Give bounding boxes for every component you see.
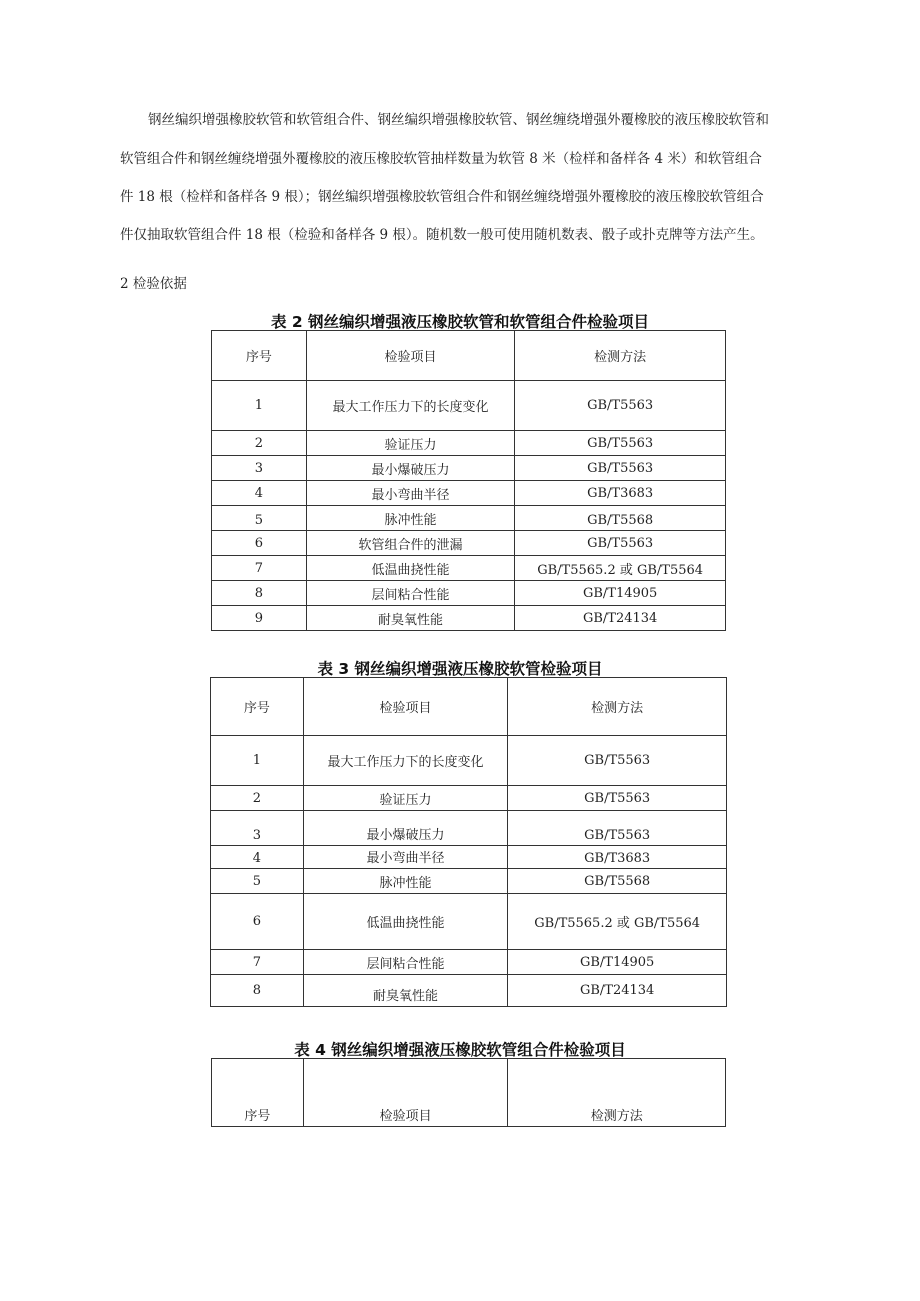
table-row — [212, 456, 726, 481]
table-cell: 耐臭氧性能 — [306, 606, 515, 631]
table-row — [211, 950, 727, 975]
paragraph-line-2: 软管组合件和钢丝缠绕增强外覆橡胶的液压橡胶软管抽样数量为软管 8 米（检样和备样各 4 米）和软管组合 — [120, 151, 762, 167]
paragraph-line-4: 件仅抽取软管组合件 18 根（检验和备样各 9 根）。随机数一般可使用随机数表、骰子或扑克牌等方法产生。 — [120, 227, 764, 243]
table4 — [211, 1058, 726, 1127]
table-row — [212, 581, 726, 606]
table-cell: GB/T3683 — [508, 846, 727, 869]
table-cell: 低温曲挠性能 — [306, 556, 515, 581]
table-cell: 最小爆破压力 — [303, 811, 508, 846]
table-cell: 低温曲挠性能 — [303, 894, 508, 950]
table-cell: 1 — [212, 381, 307, 431]
table-cell: GB/T5565.2 或 GB/T5564 — [508, 894, 727, 950]
table3-header-cell: 检验项目 — [303, 678, 508, 736]
table-cell: 验证压力 — [306, 431, 515, 456]
table-cell: 脉冲性能 — [303, 869, 508, 894]
table-cell: 2 — [211, 786, 304, 811]
table-cell: GB/T5563 — [508, 786, 727, 811]
table-cell: 最大工作压力下的长度变化 — [306, 381, 515, 431]
table-row — [211, 736, 727, 786]
table-cell: 1 — [211, 736, 304, 786]
table2-header-row — [212, 331, 726, 381]
table-cell: 6 — [212, 531, 307, 556]
table-cell: GB/T5563 — [515, 456, 726, 481]
table-cell: 4 — [212, 481, 307, 506]
table-cell: 软管组合件的泄漏 — [306, 531, 515, 556]
table4-header-cell: 检测方法 — [508, 1059, 726, 1127]
table-cell: 耐臭氧性能 — [303, 975, 508, 1007]
table-cell: 8 — [212, 581, 307, 606]
table4-header-row — [212, 1059, 726, 1127]
table4-header-cell: 序号 — [212, 1059, 304, 1127]
table3-header-cell: 检测方法 — [508, 678, 727, 736]
table-cell: GB/T24134 — [508, 975, 727, 1007]
table-row — [212, 381, 726, 431]
table2-caption: 表 2 钢丝编织增强液压橡胶软管和软管组合件检验项目 — [270, 313, 650, 331]
table2-header-cell: 检测方法 — [515, 331, 726, 381]
paragraph-line-3: 件 18 根（检样和备样各 9 根）；钢丝编织增强橡胶软管组合件和钢丝缠绕增强外覆橡胶的液压橡胶软管组合 — [120, 189, 764, 205]
table-cell: 2 — [212, 431, 307, 456]
table-row — [211, 786, 727, 811]
table2-header-cell: 检验项目 — [306, 331, 515, 381]
table-row — [211, 811, 727, 846]
table2-header-cell: 序号 — [212, 331, 307, 381]
table3-header-cell: 序号 — [211, 678, 304, 736]
table-cell: GB/T5563 — [508, 811, 727, 846]
table3-caption: 表 3 钢丝编织增强液压橡胶软管检验项目 — [317, 660, 603, 678]
table-row — [212, 531, 726, 556]
table3 — [210, 677, 727, 1007]
paragraph-line-1: 钢丝编织增强橡胶软管和软管组合件、钢丝编织增强橡胶软管、钢丝缠绕增强外覆橡胶的液压橡胶软管和 — [148, 112, 769, 128]
table-cell: 4 — [211, 846, 304, 869]
table-cell: GB/T5568 — [515, 506, 726, 531]
table-row — [212, 481, 726, 506]
table-cell: 7 — [211, 950, 304, 975]
table-cell: 最小弯曲半径 — [306, 481, 515, 506]
table-cell: GB/T24134 — [515, 606, 726, 631]
table-row — [211, 869, 727, 894]
table-cell: GB/T5565.2 或 GB/T5564 — [515, 556, 726, 581]
table4-caption: 表 4 钢丝编织增强液压橡胶软管组合件检验项目 — [294, 1041, 626, 1059]
table-cell: 7 — [212, 556, 307, 581]
table-cell: 验证压力 — [303, 786, 508, 811]
table-cell: GB/T5563 — [515, 381, 726, 431]
table-cell: 3 — [211, 811, 304, 846]
table-cell: 5 — [212, 506, 307, 531]
table-row — [211, 975, 727, 1007]
table-cell: 8 — [211, 975, 304, 1007]
table-cell: GB/T5563 — [508, 736, 727, 786]
table-cell: 脉冲性能 — [306, 506, 515, 531]
table-row — [211, 894, 727, 950]
table4-header-cell: 检验项目 — [303, 1059, 508, 1127]
table-cell: 3 — [212, 456, 307, 481]
table-cell: GB/T3683 — [515, 481, 726, 506]
table-row — [212, 506, 726, 531]
table-cell: GB/T14905 — [515, 581, 726, 606]
table2 — [211, 330, 726, 631]
table-cell: 6 — [211, 894, 304, 950]
table-cell: 9 — [212, 606, 307, 631]
table-cell: 层间粘合性能 — [306, 581, 515, 606]
table-cell: 最小弯曲半径 — [303, 846, 508, 869]
table-row — [212, 556, 726, 581]
table-cell: GB/T5568 — [508, 869, 727, 894]
table-cell: 最大工作压力下的长度变化 — [303, 736, 508, 786]
table3-header-row — [211, 678, 727, 736]
table-cell: 最小爆破压力 — [306, 456, 515, 481]
table-cell: 5 — [211, 869, 304, 894]
table-cell: 层间粘合性能 — [303, 950, 508, 975]
table-cell: GB/T5563 — [515, 431, 726, 456]
table-row — [211, 846, 727, 869]
table-row — [212, 431, 726, 456]
section-heading: 2 检验依据 — [120, 276, 187, 292]
table-row — [212, 606, 726, 631]
table-cell: GB/T5563 — [515, 531, 726, 556]
table-cell: GB/T14905 — [508, 950, 727, 975]
